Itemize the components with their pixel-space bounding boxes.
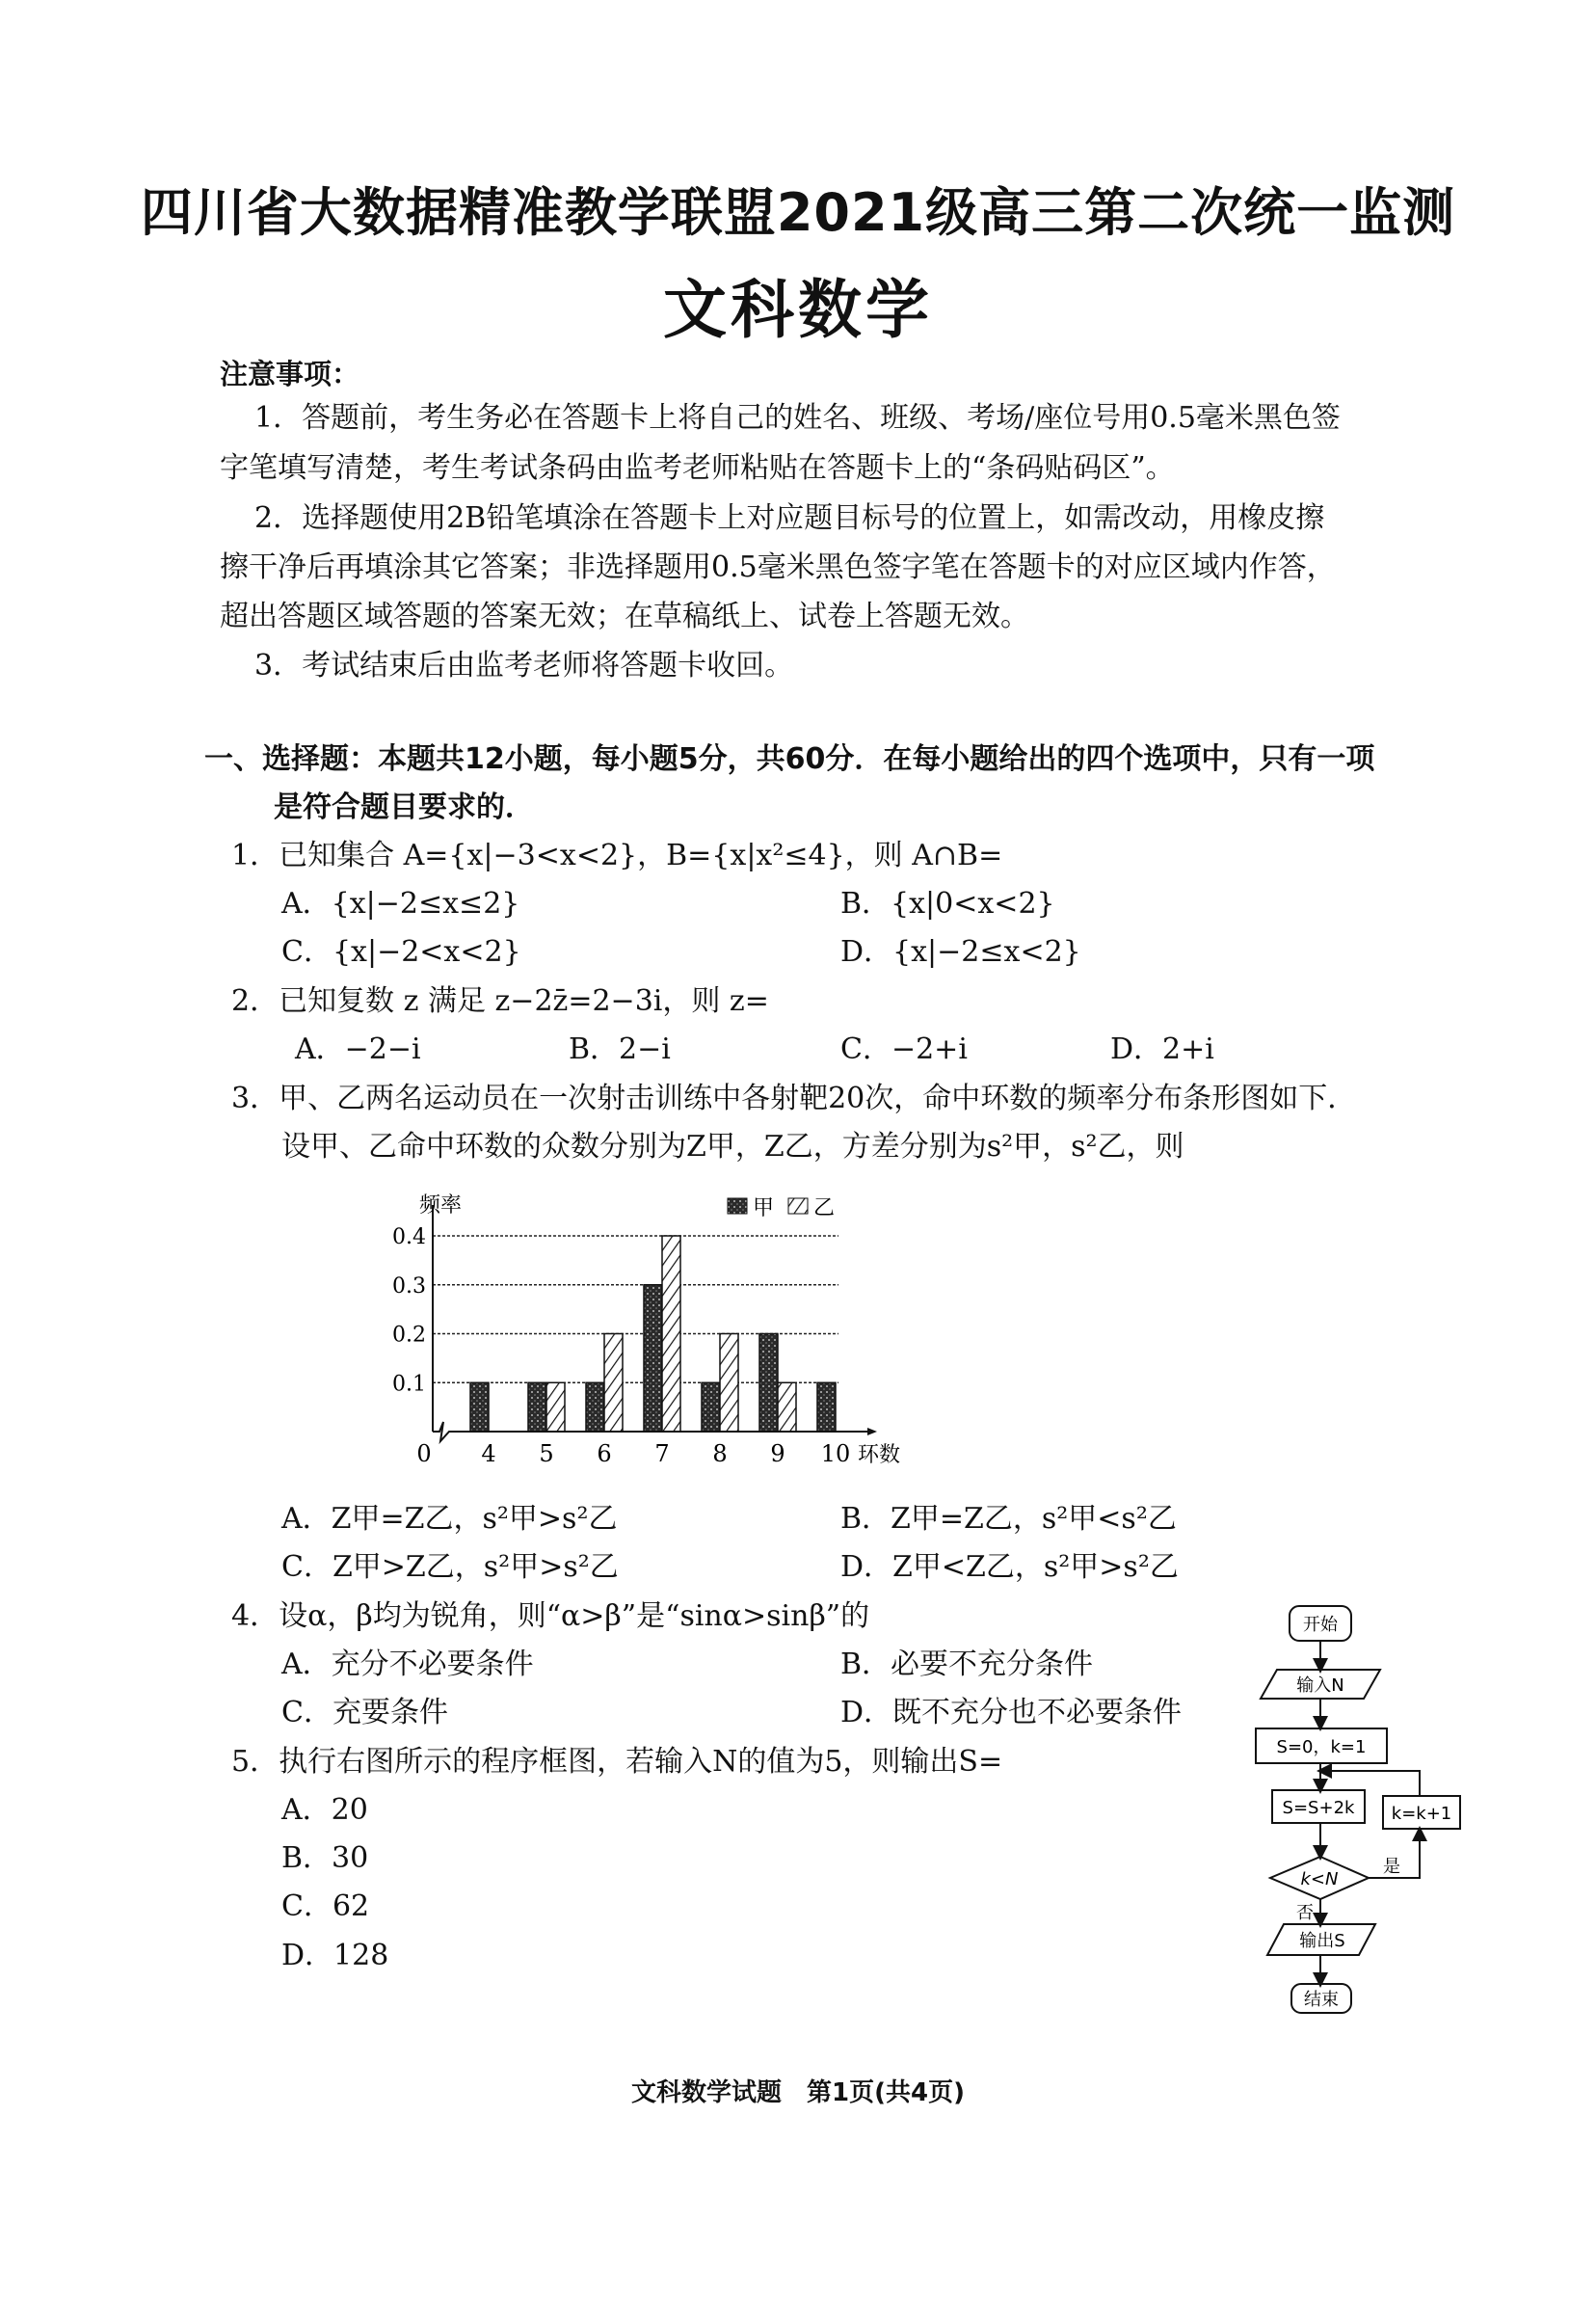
section-heading: 一、选择题：本题共12小题，每小题5分，共60分．在每小题给出的四个选项中，只有一项 [204, 742, 1375, 776]
input-label: 输入N [1296, 1675, 1344, 1696]
page-subtitle: 文科数学 [663, 273, 933, 347]
x-tick-label: 4 [481, 1440, 496, 1465]
no-label: 否 [1296, 1903, 1314, 1923]
q3-option-b: B．Z甲=Z乙，s²甲<s²乙 [840, 1502, 1177, 1536]
update-k-label: k=k+1 [1391, 1804, 1452, 1824]
q3-option-a: A．Z甲=Z乙，s²甲>s²乙 [281, 1502, 618, 1536]
legend-swatch-yi [788, 1198, 808, 1214]
q1-option-c: C．{x|−2<x<2} [281, 935, 521, 969]
section-heading-cont: 是符合题目要求的． [274, 790, 534, 824]
q3-stem-1: 3．甲、乙两名运动员在一次射击训练中各射靶20次，命中环数的频率分布条形图如下． [231, 1082, 1357, 1115]
page-title: 四川省大数据精准教学联盟2021级高三第二次统一监测 [140, 182, 1456, 243]
notice-item-2a: 2．选择题使用2B铅笔填涂在答题卡上对应题目标号的位置上，如需改动，用橡皮擦 [254, 501, 1325, 535]
q2-option-a: A．−2−i [295, 1032, 421, 1066]
page-footer: 文科数学试题 第1页(共4页) [631, 2078, 965, 2107]
yes-label: 是 [1383, 1857, 1400, 1877]
bar-jia-10 [817, 1382, 836, 1432]
q3-stem-2: 设甲、乙命中环数的众数分别为Z甲，Z乙，方差分别为s²甲，s²乙，则 [281, 1130, 1184, 1164]
legend-label-jia: 甲 [753, 1196, 775, 1220]
q5-option-d: D．128 [281, 1939, 389, 1972]
notice-heading: 注意事项： [220, 358, 360, 390]
y-tick-label: 0.3 [392, 1273, 426, 1299]
frequency-bar-chart [386, 1176, 1253, 1465]
q5-option-a: A．20 [281, 1793, 368, 1827]
q1-option-d: D．{x|−2≤x<2} [840, 935, 1081, 969]
q1-option-a: A．{x|−2≤x≤2} [281, 887, 520, 921]
x-tick-label: 5 [539, 1440, 554, 1465]
legend-label-yi: 乙 [813, 1196, 836, 1220]
q5-option-b: B．30 [281, 1841, 369, 1875]
x-axis-arrow [867, 1428, 877, 1435]
bar-yi-6 [604, 1334, 623, 1433]
bar-jia-7 [644, 1285, 662, 1432]
bar-jia-6 [586, 1382, 604, 1432]
q2-stem: 2．已知复数 z 满足 z−2z̄=2−3i，则 z= [231, 984, 769, 1018]
x-tick-label: 6 [597, 1440, 612, 1465]
notice-item-1a: 1．答题前，考生务必在答题卡上将自己的姓名、班级、考场/座位号用0.5毫米黑色签 [254, 401, 1341, 435]
q4-option-b: B．必要不充分条件 [840, 1648, 1094, 1681]
y-tick-label: 0.4 [392, 1225, 426, 1249]
bar-jia-9 [759, 1334, 778, 1433]
program-flowchart [1243, 1591, 1494, 2015]
condition-label: k<N [1300, 1869, 1339, 1889]
q5-option-c: C．62 [281, 1889, 370, 1923]
x-tick-label: 7 [654, 1440, 670, 1465]
q4-option-a: A．充分不必要条件 [281, 1648, 534, 1681]
q3-option-d: D．Z甲<Z乙，s²甲>s²乙 [840, 1550, 1179, 1584]
end-label: 结束 [1304, 1990, 1339, 2010]
legend [728, 1196, 835, 1220]
x-tick-label: 8 [712, 1440, 728, 1465]
bar-yi-7 [662, 1236, 680, 1432]
y-tick-label: 0.1 [392, 1372, 426, 1397]
q2-option-b: B．2−i [569, 1032, 671, 1066]
output-label: 输出S [1299, 1931, 1345, 1951]
y-tick-label: 0.2 [392, 1323, 426, 1348]
bar-yi-9 [778, 1382, 796, 1432]
x-tick-label: 10 [820, 1440, 851, 1465]
notice-item-2b: 擦干净后再填涂其它答案；非选择题用0.5毫米黑色签字笔在答题卡的对应区域内作答， [220, 550, 1336, 584]
bar-jia-4 [470, 1382, 489, 1432]
origin-label: 0 [416, 1440, 432, 1465]
loop-arrow [1324, 1771, 1420, 1796]
y-axis-label: 频率 [419, 1193, 463, 1218]
x-axis-label: 环数 [858, 1443, 901, 1465]
q2-option-c: C．−2+i [840, 1032, 968, 1066]
notice-item-3: 3．考试结束后由监考老师将答题卡收回。 [254, 649, 794, 683]
start-label: 开始 [1303, 1615, 1338, 1635]
x-tick-label: 9 [770, 1440, 785, 1465]
notice-item-1b: 字笔填写清楚，考生考试条码由监考老师粘贴在答题卡上的“条码贴码区”。 [220, 451, 1175, 485]
q4-stem: 4．设α，β均为锐角，则“α>β”是“sinα>sinβ”的 [231, 1599, 870, 1633]
bar-yi-8 [720, 1334, 738, 1433]
q4-option-d: D．既不充分也不必要条件 [840, 1696, 1183, 1729]
q5-stem: 5．执行右图所示的程序框图，若输入N的值为5，则输出S= [231, 1745, 1003, 1779]
init-label: S=0，k=1 [1276, 1737, 1367, 1757]
update-s-label: S=S+2k [1282, 1798, 1355, 1818]
bar-jia-8 [702, 1382, 720, 1432]
bar-yi-5 [546, 1382, 565, 1432]
notice-item-2c: 超出答题区域答题的答案无效；在草稿纸上、试卷上答题无效。 [220, 600, 1029, 633]
bar-jia-5 [528, 1382, 546, 1432]
legend-swatch-jia [728, 1198, 747, 1214]
q1-stem: 1．已知集合 A={x|−3<x<2}，B={x|x²≤4}，则 A∩B= [231, 839, 1003, 872]
q4-option-c: C．充要条件 [281, 1696, 448, 1729]
q3-option-c: C．Z甲>Z乙，s²甲>s²乙 [281, 1550, 619, 1584]
q1-option-b: B．{x|0<x<2} [840, 887, 1055, 921]
q2-option-d: D．2+i [1110, 1032, 1214, 1066]
